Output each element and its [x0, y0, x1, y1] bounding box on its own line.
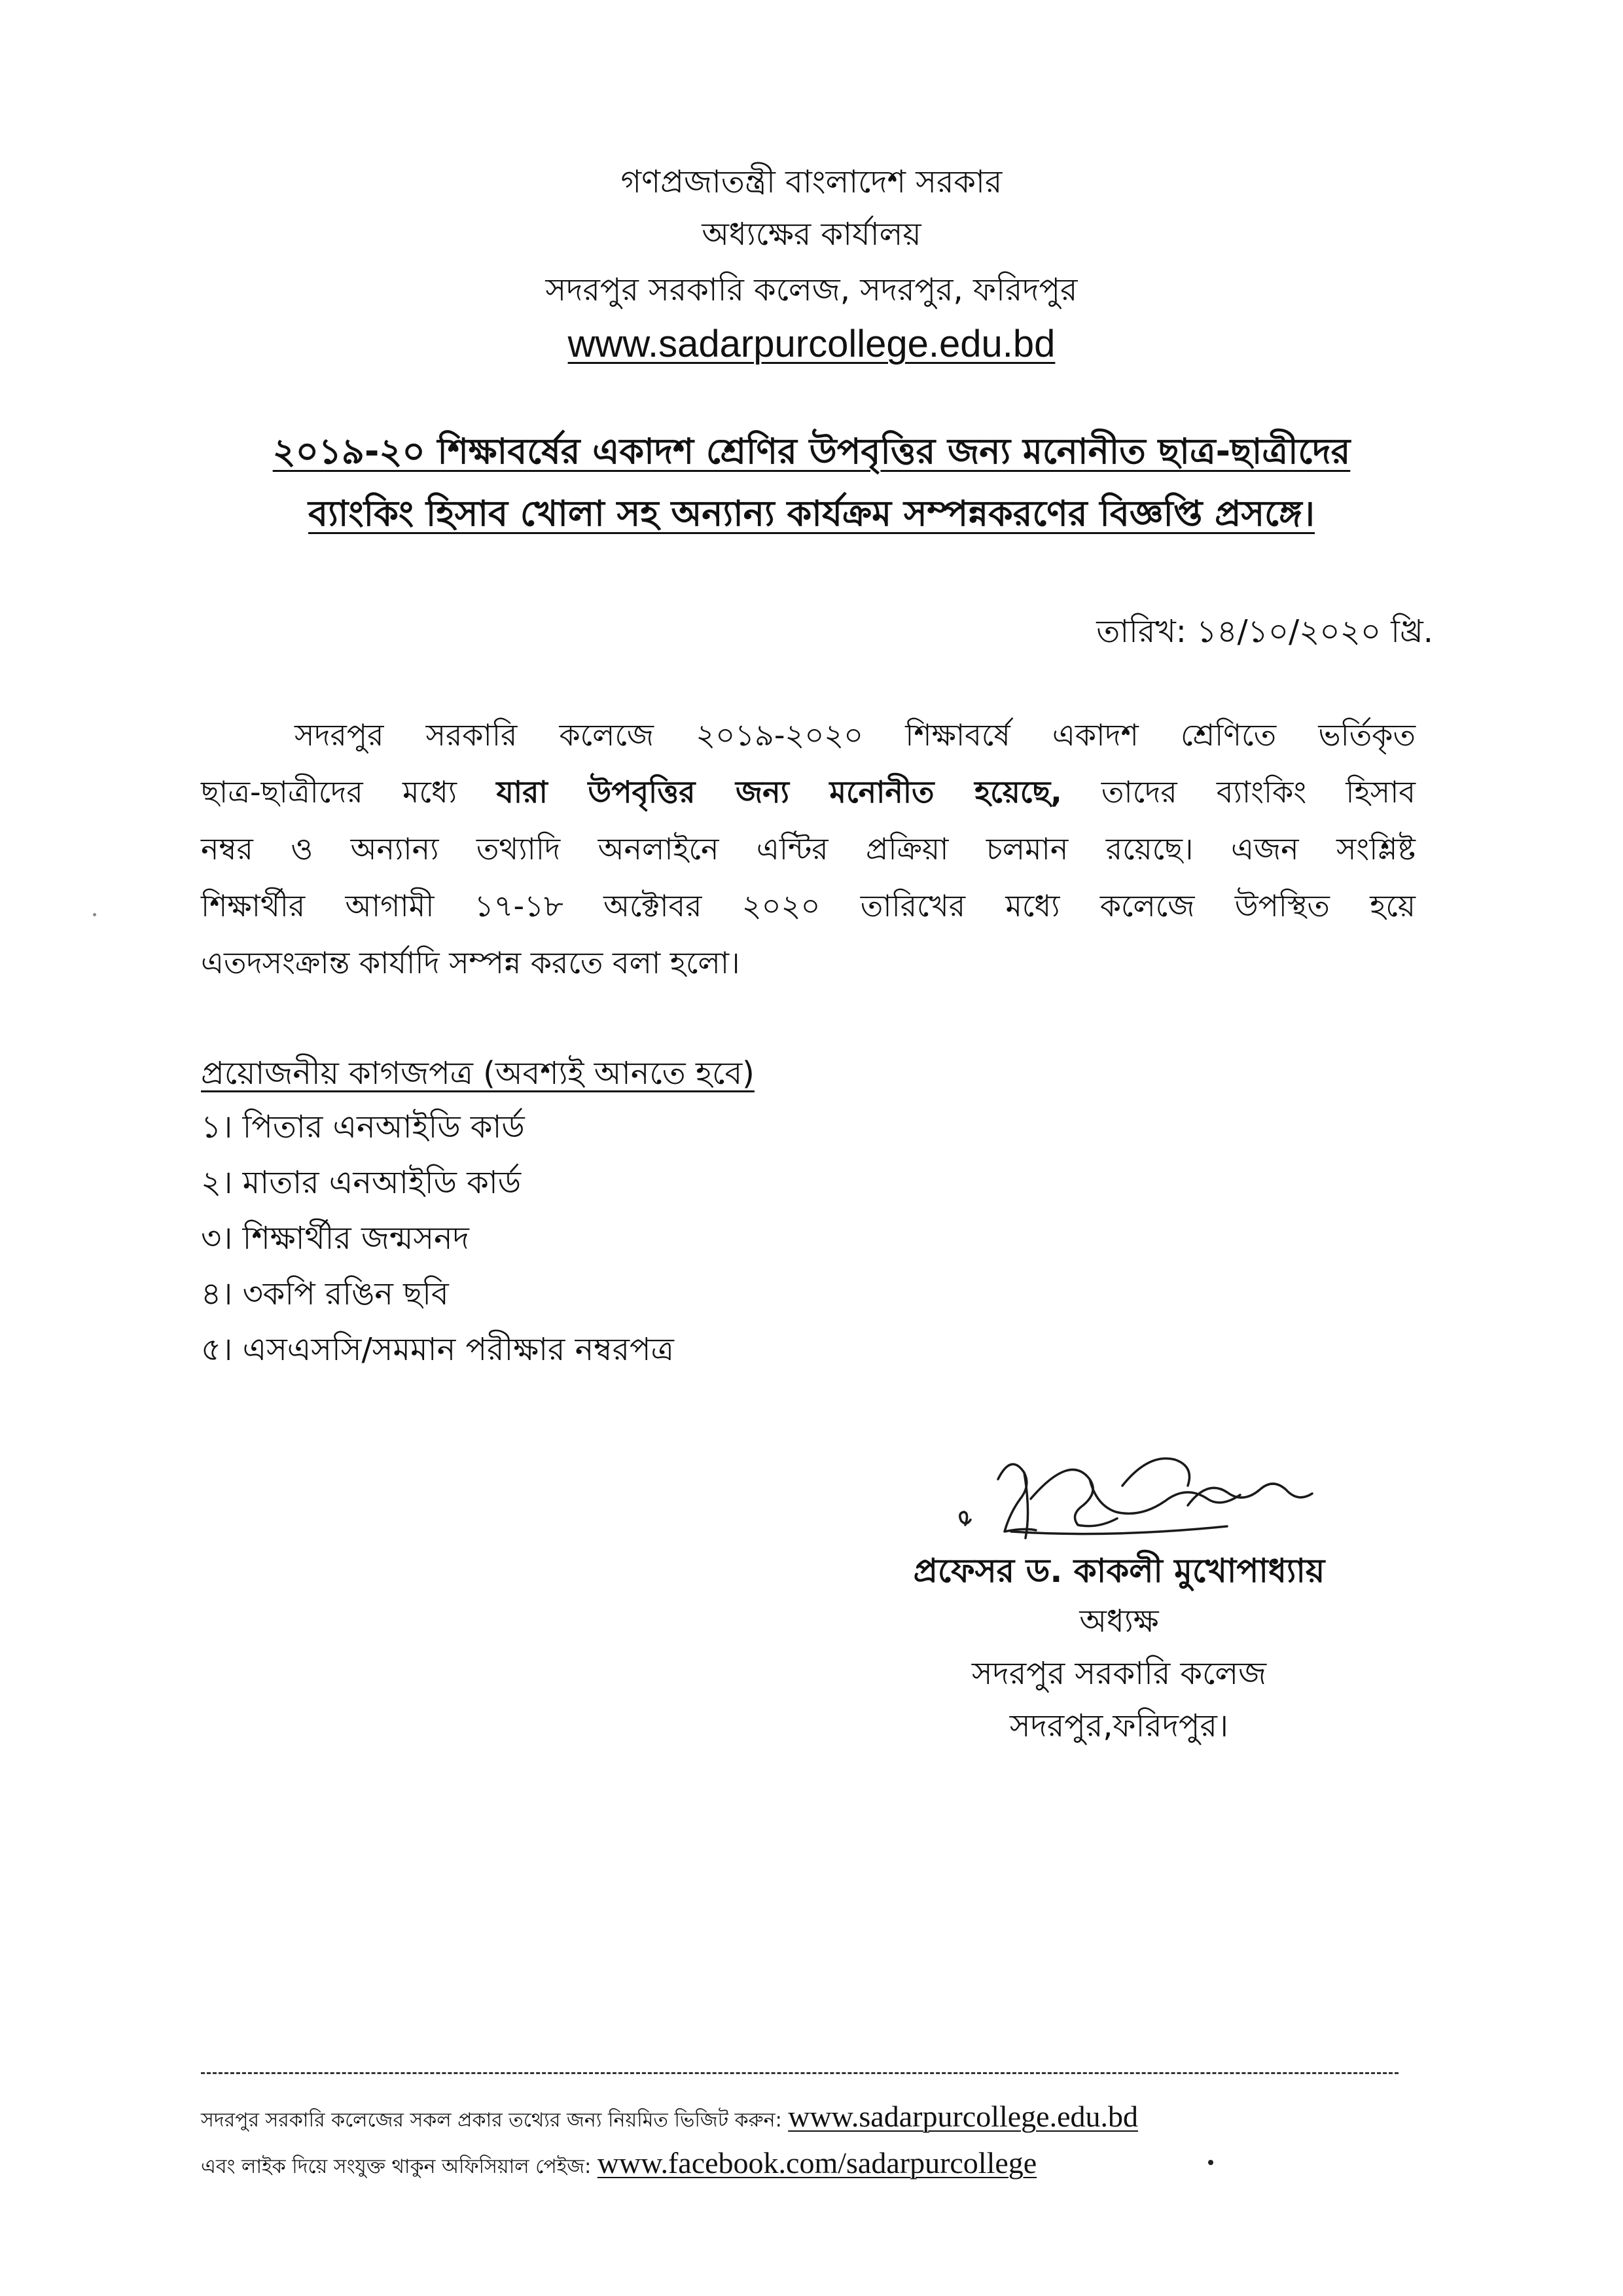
body-line-2-emphasis: যারা উপবৃত্তির জন্য মনোনীত হয়েছে, — [496, 774, 1062, 810]
notice-date: তারিখ: ১৪/১০/২০২০ খ্রি. — [1096, 613, 1433, 650]
body-line-3: নম্বর ও অন্যান্য তথ্যাদি অনলাইনে এন্টির প্রক্রিয়া চলমান রয়েছে। এজন সংশ্লিষ্ট — [201, 831, 1416, 867]
documents-heading: প্রয়োজনীয় কাগজপত্র (অবশ্যই আনতে হবে) — [201, 1055, 755, 1092]
footer-facebook-label: এবং লাইক দিয়ে সংযুক্ত থাকুন অফিসিয়াল পেইজ: — [201, 2155, 592, 2178]
footer-line-2 — [201, 2146, 1037, 2181]
body-line-1: সদরপুর সরকারি কলেজে ২০১৯-২০২০ শিক্ষাবর্ষে একাদশ শ্রেণিতে ভর্তিকৃত — [294, 717, 1416, 753]
college-address: সদরপুর সরকারি কলেজ, সদরপুর, ফরিদপুর — [545, 272, 1078, 308]
scan-speck — [1208, 2160, 1213, 2165]
body-line-2-end: তাদের ব্যাংকিং হিসাব — [1101, 774, 1416, 810]
document-item: ৩। শিক্ষার্থীর জন্মসনদ — [201, 1220, 469, 1257]
signatory-location: সদরপুর,ফরিদপুর। — [1009, 1708, 1229, 1744]
signatory-designation: অধ্যক্ষ — [1079, 1603, 1159, 1640]
office-title: অধ্যক্ষের কার্যালয় — [702, 216, 921, 253]
document-item: ৪। ৩কপি রঙিন ছবি — [201, 1276, 449, 1312]
body-line-5: এতদসংক্রান্ত কার্যাদি সম্পন্ন করতে বলা হলো। — [201, 945, 740, 980]
footer-website-label: সদরপুর সরকারি কলেজের সকল প্রকার তথ্যের জন্য নিয়মিত ভিজিট করুন: — [201, 2109, 782, 2132]
website-heading-wrap — [0, 321, 1623, 377]
footer-facebook-link[interactable]: www.facebook.com/sadarpurcollege — [597, 2146, 1037, 2179]
signatory-name: প্রফেসর ড. কাকলী মুখোপাধ্যায় — [913, 1552, 1325, 1590]
scan-speck — [93, 913, 96, 916]
document-item: ২। মাতার এনআইডি কার্ড — [201, 1164, 522, 1201]
subject-line-2: ব্যাংকিং হিসাব খোলা সহ অন্যান্য কার্যক্রম সম্পন্নকরণের বিজ্ঞপ্তি প্রসঙ্গে। — [308, 493, 1315, 534]
footer-divider — [201, 2072, 1399, 2074]
government-title: গণপ্রজাতন্ত্রী বাংলাদেশ সরকার — [620, 164, 1003, 200]
college-website-link[interactable]: www.sadarpurcollege.edu.bd — [567, 323, 1056, 365]
signatory-institution: সদরপুর সরকারি কলেজ — [971, 1655, 1267, 1692]
document-item: ৫। এসএসসি/সমমান পরীক্ষার নম্বরপত্র — [201, 1331, 674, 1368]
body-line-4: শিক্ষার্থীর আগামী ১৭-১৮ অক্টোবর ২০২০ তারিখের মধ্যে কলেজে উপস্থিত হয়ে — [201, 888, 1416, 924]
footer-website-link[interactable]: www.sadarpurcollege.edu.bd — [788, 2100, 1139, 2133]
document-item: ১। পিতার এনআইডি কার্ড — [201, 1109, 525, 1145]
subject-line-1: ২০১৯-২০ শিক্ষাবর্ষের একাদশ শ্রেণির উপবৃত্তির জন্য মনোনীত ছাত্র-ছাত্রীদের — [272, 431, 1351, 472]
handwritten-signature — [952, 1433, 1345, 1551]
body-line-2-start: ছাত্র-ছাত্রীদের মধ্যে — [201, 774, 457, 810]
footer-line-1 — [201, 2102, 1138, 2135]
body-line-2 — [201, 764, 1416, 821]
